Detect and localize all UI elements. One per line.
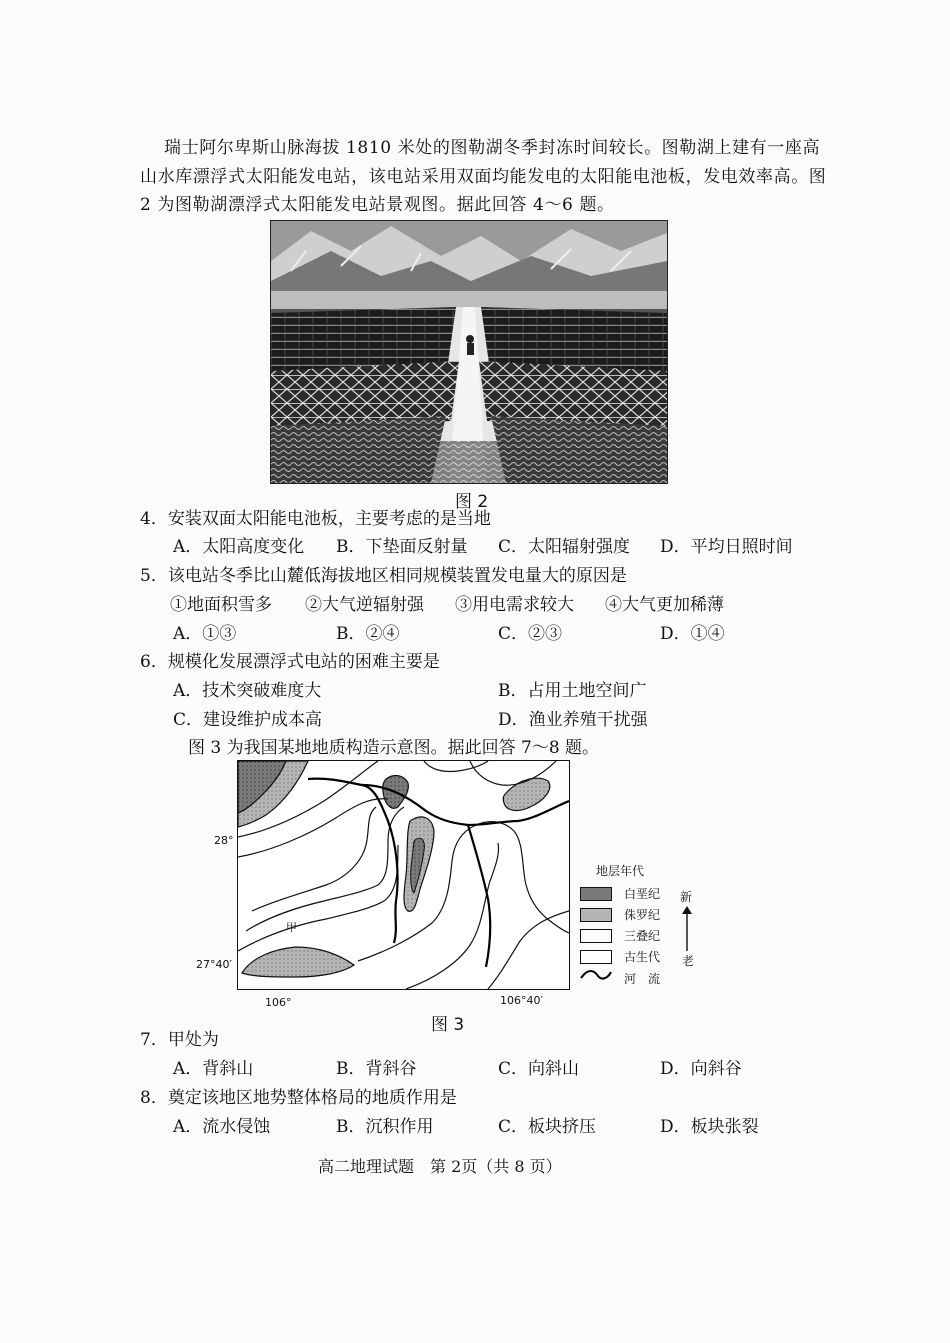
- q8-option-c: C．板块挤压: [498, 1117, 597, 1137]
- figure-3-caption: 图 3: [431, 1015, 465, 1035]
- age-arrow-icon: [681, 905, 693, 953]
- lat-label-27-40: 27°40′: [196, 958, 232, 971]
- legend-river-icon: [580, 968, 612, 982]
- q6-option-b: B．占用土地空间广: [498, 681, 647, 701]
- figure-2-caption: 图 2: [455, 492, 489, 512]
- arrow-label-old: 老: [682, 954, 695, 968]
- page-footer: 高二地理试题 第 2页（共 8 页）: [318, 1157, 562, 1176]
- intro-line-1: 瑞士阿尔卑斯山脉海拔 1810 米处的图勒湖冬季封冻时间较长。图勒湖上建有一座高: [164, 138, 821, 158]
- legend-title: 地层年代: [596, 864, 645, 878]
- q4-option-d: D．平均日照时间: [660, 537, 793, 557]
- q8-option-d: D．板块张裂: [660, 1117, 759, 1137]
- q7-option-c: C．向斜山: [498, 1059, 580, 1079]
- intro-paragraph: [140, 134, 830, 220]
- legend-swatch-paleozoic: [580, 950, 612, 964]
- q8-option-a: A．流水侵蚀: [173, 1117, 271, 1137]
- q7-option-a: A．背斜山: [173, 1059, 254, 1079]
- q8-option-b: B．沉积作用: [336, 1117, 434, 1137]
- q6-option-a: A．技术突破难度大: [173, 681, 322, 701]
- q4-option-b: B．下垫面反射量: [336, 537, 468, 557]
- q8-stem: 8．奠定该地区地势整体格局的地质作用是: [140, 1088, 457, 1108]
- geologic-structure-diagram: [238, 761, 569, 989]
- q6-option-d: D．渔业养殖干扰强: [498, 710, 648, 730]
- q4-option-c: C．太阳辐射强度: [498, 537, 631, 557]
- lon-label-106: 106°: [265, 996, 292, 1009]
- q5-option-a: A．①③: [173, 624, 237, 644]
- q7-option-d: D．向斜谷: [660, 1059, 742, 1079]
- intro-line-2: 山水库漂浮式太阳能发电站，该电站采用双面均能发电的太阳能电池板，发电效率高。图: [140, 166, 827, 187]
- q7-stem: 7．甲处为: [140, 1030, 219, 1050]
- q5-option-c: C．②③: [498, 624, 563, 644]
- q6-option-c: C．建设维护成本高: [173, 710, 323, 730]
- place-label-jia: 甲: [286, 921, 297, 934]
- q5-stem: 5．该电站冬季比山麓低海拔地区相同规模装置发电量大的原因是: [140, 566, 627, 586]
- figure-3-intro: 图 3 为我国某地地质构造示意图。据此回答 7～8 题。: [188, 738, 600, 758]
- legend-river: 河 流: [624, 972, 661, 986]
- figure-2-photo: [270, 220, 668, 484]
- q5-option-b: B．②④: [336, 624, 400, 644]
- lat-label-28: 28°: [214, 834, 234, 847]
- q5-item-4: ④大气更加稀薄: [605, 595, 724, 615]
- intro-line-3: 2 为图勒湖漂浮式太阳能发电站景观图。据此回答 4～6 题。: [140, 195, 615, 215]
- q4-stem: 4．安装双面太阳能电池板，主要考虑的是当地: [140, 509, 491, 529]
- legend-cretaceous: 白垩纪: [624, 887, 661, 901]
- floating-solar-plant-image: [271, 221, 667, 483]
- legend-paleozoic: 古生代: [624, 950, 661, 964]
- q7-option-b: B．背斜谷: [336, 1059, 417, 1079]
- legend-swatch-triassic: [580, 929, 612, 943]
- legend-triassic: 三叠纪: [624, 929, 661, 943]
- legend-swatch-jurassic: [580, 908, 612, 922]
- legend-jurassic: 侏罗纪: [624, 908, 661, 922]
- q6-stem: 6．规模化发展漂浮式电站的困难主要是: [140, 652, 440, 672]
- legend-swatch-cretaceous: [580, 887, 612, 901]
- figure-3-geologic-map: [237, 760, 570, 990]
- arrow-label-new: 新: [680, 890, 693, 904]
- q4-option-a: A．太阳高度变化: [173, 537, 305, 557]
- lon-label-106-40: 106°40′: [500, 994, 543, 1007]
- q5-item-3: ③用电需求较大: [455, 595, 574, 615]
- q5-item-1: ①地面积雪多: [170, 595, 272, 615]
- q5-option-d: D．①④: [660, 624, 725, 644]
- river-line-3: [468, 825, 490, 967]
- q5-item-2: ②大气逆辐射强: [305, 595, 424, 615]
